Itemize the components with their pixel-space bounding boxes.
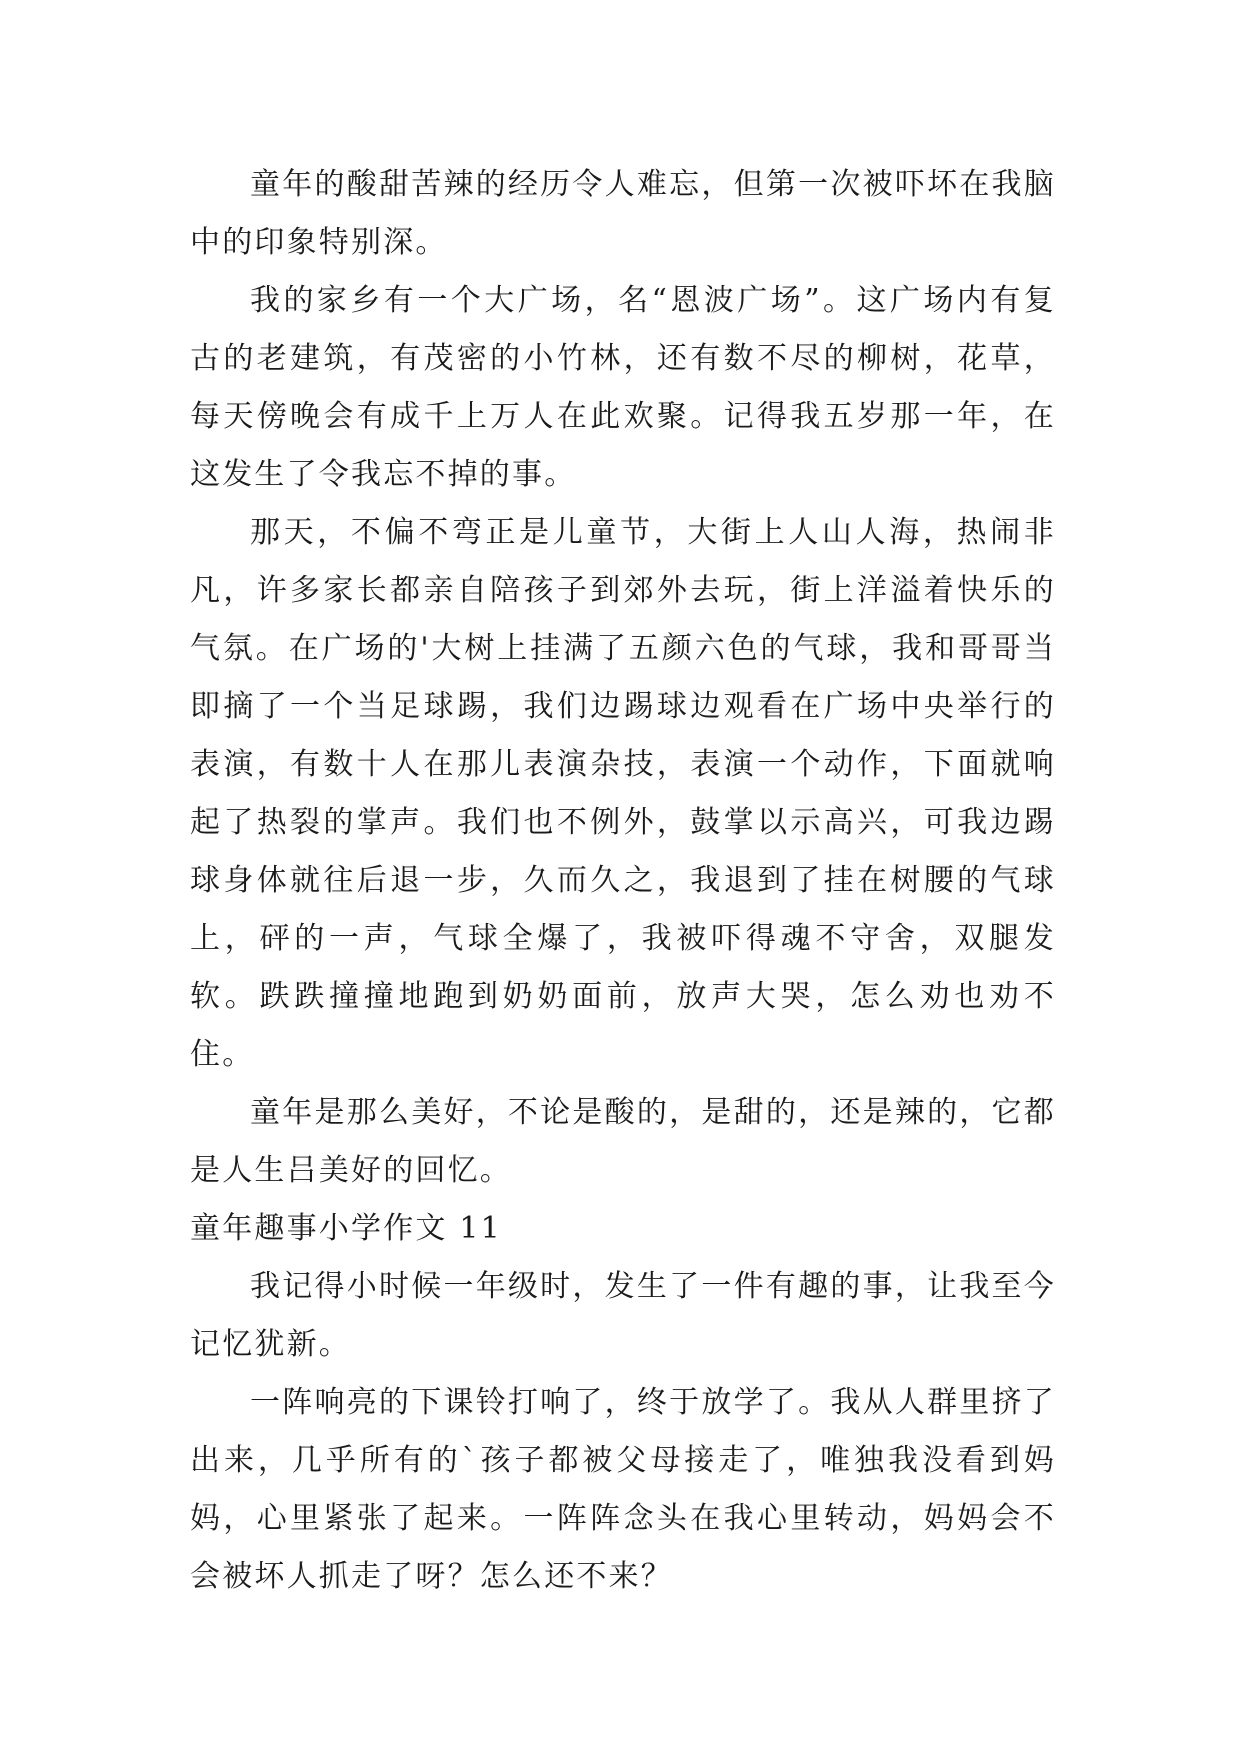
section-heading: 童年趣事小学作文 11 [190, 1211, 502, 1246]
document-body [190, 156, 1056, 1606]
paragraph: 我记得小时候一年级时，发生了一件有趣的事，让我至今记忆犹新。 [190, 1269, 1056, 1362]
paragraph: 我的家乡有一个大广场，名“恩波广场”。这广场内有复古的老建筑，有茂密的小竹林，还有数不尽的柳树，花草，每天傍晚会有成千上万人在此欢聚。记得我五岁那一年，在这发生了令我忘不掉的事。 [190, 283, 1056, 492]
paragraph: 那天，不偏不弯正是儿童节，大街上人山人海，热闹非凡，许多家长都亲自陪孩子到郊外去玩，街上洋溢着快乐的气氛。在广场的'大树上挂满了五颜六色的气球，我和哥哥当即摘了一个当足球踢，我们边踢球边观看在广场中央举行的表演，有数十人在那儿表演杂技，表演一个动作，下面就响起了热裂的掌声。我们也不例外，鼓掌以示高兴，可我边踢球身体就往后退一步，久而久之，我退到了挂在树腰的气球上，砰的一声，气球全爆了，我被吓得魂不守舍，双腿发软。跌跌撞撞地跑到奶奶面前，放声大哭，怎么劝也劝不住。 [190, 515, 1056, 1072]
paragraph: 童年的酸甜苦辣的经历令人难忘，但第一次被吓坏在我脑中的印象特别深。 [190, 167, 1056, 260]
paragraph: 一阵响亮的下课铃打响了，终于放学了。我从人群里挤了出来，几乎所有的`孩子都被父母接走了，唯独我没看到妈妈，心里紧张了起来。一阵阵念头在我心里转动，妈妈会不会被坏人抓走了呀？怎么还不来？ [190, 1385, 1056, 1594]
paragraph: 童年是那么美好，不论是酸的，是甜的，还是辣的，它都是人生吕美好的回忆。 [190, 1095, 1056, 1188]
